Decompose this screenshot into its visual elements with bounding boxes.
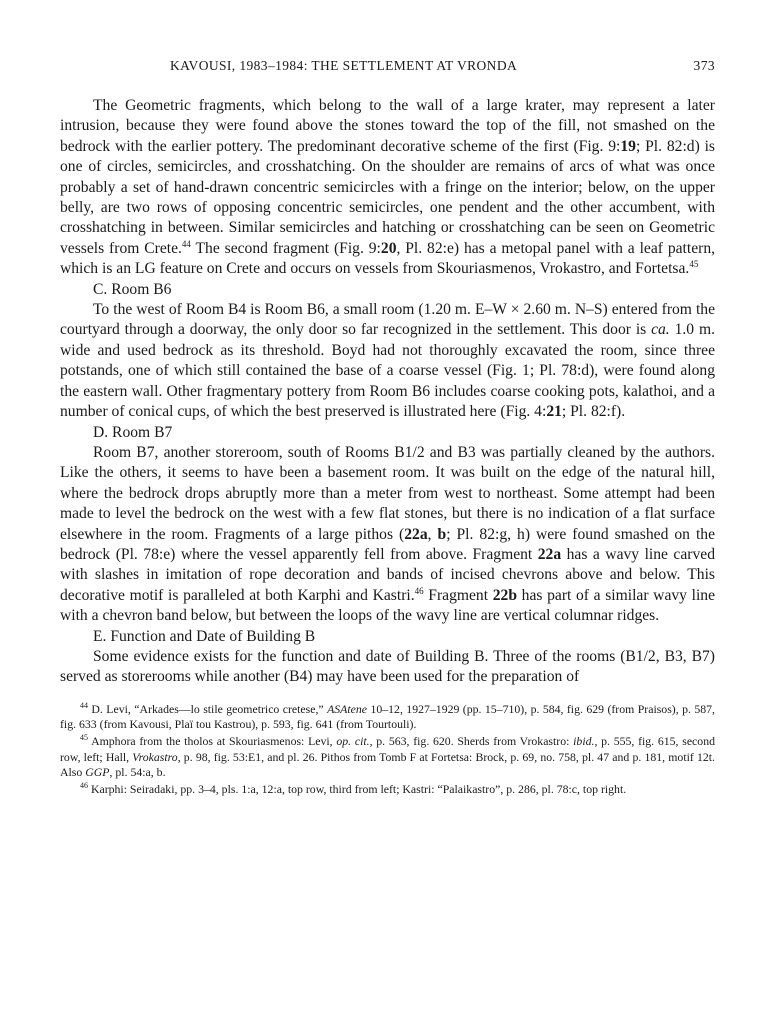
running-header: [60, 58, 715, 82]
page: [60, 58, 715, 798]
page-number: 373: [693, 58, 715, 73]
paragraph-room-b6: To the west of Room B4 is Room B6, a small room (1.20 m. E–W × 2.60 m. N–S) entered from the courtyard through a doorway, the only door so far recognized in the settlement. This door is ca. 1.0 m. wide and used bedrock as its threshold. Boyd had not thoroughly excavated the room, since three potstands, one of which still contained the base of a coarse vessel (Fig. 1; Pl. 78:d), were found along the eastern wall. Other fragmentary pottery from Room B6 includes coarse cooking pots, kalathoi, and a number of conical cups, of which the best preserved is illustrated here (Fig. 4:21; Pl. 82:f).: [60, 301, 715, 421]
footnote-ref-44: 44: [181, 238, 191, 249]
footnotes: [60, 702, 715, 798]
section-heading-room-b7: D. Room B7: [93, 423, 173, 441]
footnote-45: $^{45}$ Amphora from the tholos at Skouriasmenos: Levi, op. cit., p. 563, fig. 620. Sherds from Vrokastro: ibid., p. 555, fig. 615, second row, left; Hall, Vrokastro, p. 98, fig. 53:E1, and pl. 26. Pithos from Tomb F at Fortetsa: Brock, p. 69, no. 758, pl. 47 and p. 181, motif 12t. Also GGP, pl. 54:a, b.: [60, 733, 715, 780]
running-title: KAVOUSI, 1983–1984: THE SETTLEMENT AT VRONDA: [170, 58, 518, 73]
paragraph-geometric-fragments: The Geometric fragments, which belong to the wall of a large krater, may represent a later intrusion, because they were found above the stones toward the top of the fill, not smashed on the bedrock with the earlier pottery. The predominant decorative scheme of the first (Fig. 9:19; Pl. 82:d) is one of circles, semicircles, and crosshatching. On the shoulder are remains of arcs of what was once probably a set of hand-drawn concentric semicircles with a fringe on the interior; below, on the upper belly, are two rows of opposing concentric semicircles, one pendent and the other accumbent, with crosshatching in between. Similar semicircles and hatching or crosshatching can be seen on Geometric vessels from Crete.$^{44}$ The second fragment (Fig. 9:20, Pl. 82:e) has a metopal panel with a leaf pattern, which is an LG feature on Crete and occurs on vessels from Skouriasmenos, Vrokastro, and Fortetsa.$^{45}$: [60, 97, 716, 278]
section-heading-room-b6: C. Room B6: [93, 280, 172, 298]
footnote-46: $^{46}$ Karphi: Seiradaki, pp. 3–4, pls. 1:a, 12:a, top row, third from left; Kastri: “Palaikastro”, p. 286, pl. 78:c, top right.: [80, 780, 627, 796]
section-heading-function-date: E. Function and Date of Building B: [93, 627, 316, 645]
paragraph-room-b7: Room B7, another storeroom, south of Rooms B1/2 and B3 was partially cleaned by the authors. Like the others, it seems to have been a basement room. It was built on the edge of the natural hill, where the bedrock drops abruptly more than a meter from west to northeast. Some attempt had been made to level the bedrock on the west with a few flat stones, but there is no indication of a flat surface elsewhere in the room. Fragments of a large pithos (22a, b; Pl. 82:g, h) were found smashed on the bedrock (Pl. 78:e) where the vessel apparently fell from above. Fragment 22a has a wavy line carved with slashes in imitation of rope decoration and bands of incised chevrons above and below. This decorative motif is paralleled at both Karphi and Kastri.$^{46}$ Fragment 22b has part of a similar wavy line with a chevron band below, but between the loops of the wavy line are vertical columnar ridges.: [60, 443, 716, 625]
body-text: [60, 96, 715, 688]
footnote-ref-45: 45: [689, 259, 699, 270]
paragraph-function-date: Some evidence exists for the function and date of Building B. Three of the rooms (B1/2, B3, B7) served as storerooms while another (B4) may have been used for the preparation of: [60, 647, 715, 686]
footnote-44: $^{44}$ D. Levi, “Arkades—lo stile geometrico cretese,” ASAtene 10–12, 1927–1929 (pp. 15–710), p. 584, fig. 629 (from Praisos), p. 587, fig. 633 (from Kavousi, Plaï tou Kastrou), p. 593, fig. 641 (from Tourtouli).: [60, 700, 715, 732]
footnote-ref-46: 46: [414, 585, 424, 596]
